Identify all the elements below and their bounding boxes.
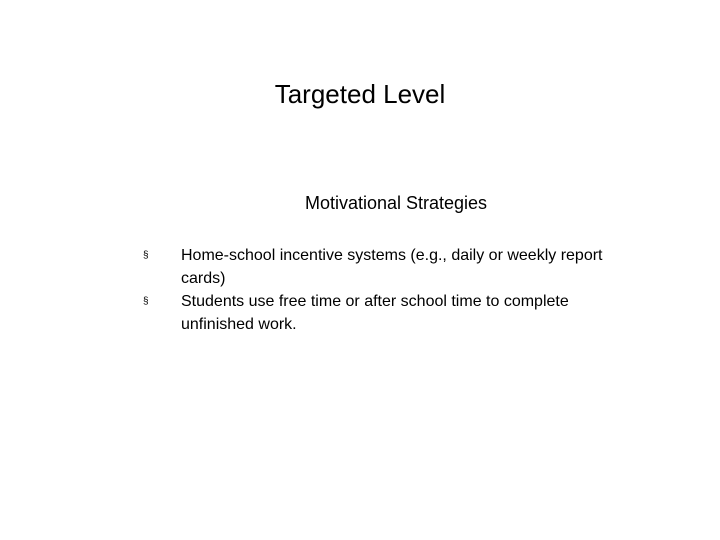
bullet-item xyxy=(141,290,611,336)
bullet-text: Home-school incentive systems (e.g., daily or weekly report cards) xyxy=(181,247,603,287)
bullet-list xyxy=(141,244,611,336)
bullet-text: Students use free time or after school time to complete unfinished work. xyxy=(181,293,569,333)
square-bullet-icon: § xyxy=(143,296,149,307)
bullet-item xyxy=(141,244,611,290)
slide-title: Targeted Level xyxy=(274,79,446,109)
square-bullet-icon: § xyxy=(143,250,149,261)
slide-subtitle: Motivational Strategies xyxy=(304,193,488,213)
